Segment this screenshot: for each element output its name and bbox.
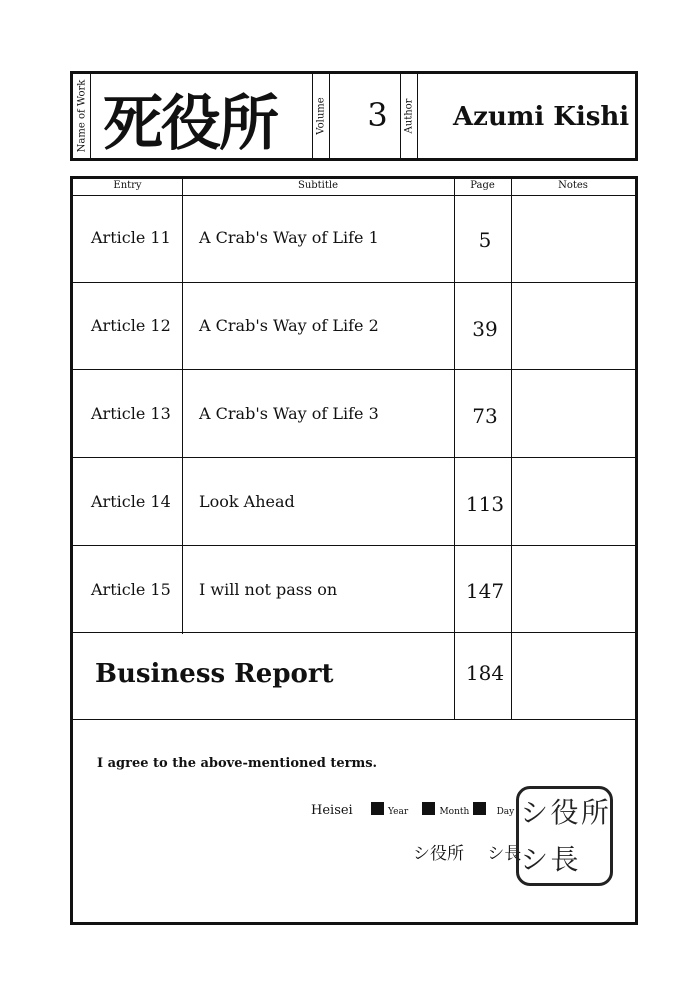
year-label: Year (388, 807, 409, 817)
stamp-char: 長 (550, 842, 579, 876)
work-header (70, 71, 638, 161)
table-row-page: 5 (478, 228, 492, 252)
table-row-subtitle: Look Ahead (199, 492, 295, 511)
author-label: Author (403, 98, 414, 134)
table-row-entry: Article 14 (91, 492, 171, 511)
volume-label-cell (312, 74, 330, 158)
date-line (311, 802, 514, 818)
office-name: シ役所 (413, 844, 464, 864)
redaction-block (371, 802, 384, 815)
grid-line (182, 179, 183, 634)
author-name: Azumi Kishi (453, 102, 630, 132)
volume-label: Volume (315, 97, 326, 135)
col-header-subtitle: Subtitle (297, 180, 339, 191)
redaction-block (473, 802, 486, 815)
row-divider (73, 719, 635, 720)
month-label: Month (439, 807, 470, 817)
contents-table (70, 176, 638, 925)
grid-line (511, 179, 512, 720)
table-row-subtitle: A Crab's Way of Life 1 (199, 228, 379, 247)
agreement-text: I agree to the above-mentioned terms. (97, 756, 378, 771)
col-header-notes: Notes (558, 180, 588, 191)
name-of-work-label: Name of Work (76, 79, 87, 153)
table-row-subtitle: I will not pass on (199, 580, 338, 599)
table-row-page: 147 (465, 579, 505, 603)
table-row-subtitle: A Crab's Way of Life 2 (199, 316, 379, 335)
day-label: Day (496, 807, 515, 817)
name-of-work-label-cell (73, 74, 91, 158)
work-title: 死役所 (103, 89, 277, 159)
table-row-page: 113 (465, 492, 505, 516)
row-divider (73, 545, 635, 546)
table-header-row (73, 179, 635, 196)
col-header-page: Page (470, 180, 495, 191)
table-row-entry: Article 12 (91, 316, 171, 335)
seal-stamp (516, 786, 613, 886)
col-header-entry: Entry (113, 180, 142, 191)
table-row-entry: Article 11 (91, 228, 171, 247)
stamp-char: シ (520, 795, 549, 829)
row-divider (73, 632, 635, 633)
stamp-char: シ (520, 842, 549, 876)
row-divider (73, 282, 635, 283)
redaction-block (422, 802, 435, 815)
table-row-subtitle: A Crab's Way of Life 3 (199, 404, 379, 423)
grid-line (454, 179, 455, 720)
era-label: Heisei (311, 803, 353, 818)
business-report-page: 184 (465, 661, 505, 685)
table-row-page: 39 (472, 317, 498, 341)
stamp-char: 所 (580, 795, 609, 829)
table-row-entry: Article 15 (91, 580, 171, 599)
row-divider (73, 457, 635, 458)
chief-title: シ長 (487, 844, 522, 864)
row-divider (73, 369, 635, 370)
signature-line (413, 839, 521, 864)
table-row-page: 73 (472, 404, 498, 428)
business-report-label: Business Report (95, 659, 334, 689)
volume-number: 3 (367, 96, 388, 134)
author-label-cell (400, 74, 418, 158)
stamp-char: 役 (550, 795, 579, 829)
table-row-entry: Article 13 (91, 404, 171, 423)
